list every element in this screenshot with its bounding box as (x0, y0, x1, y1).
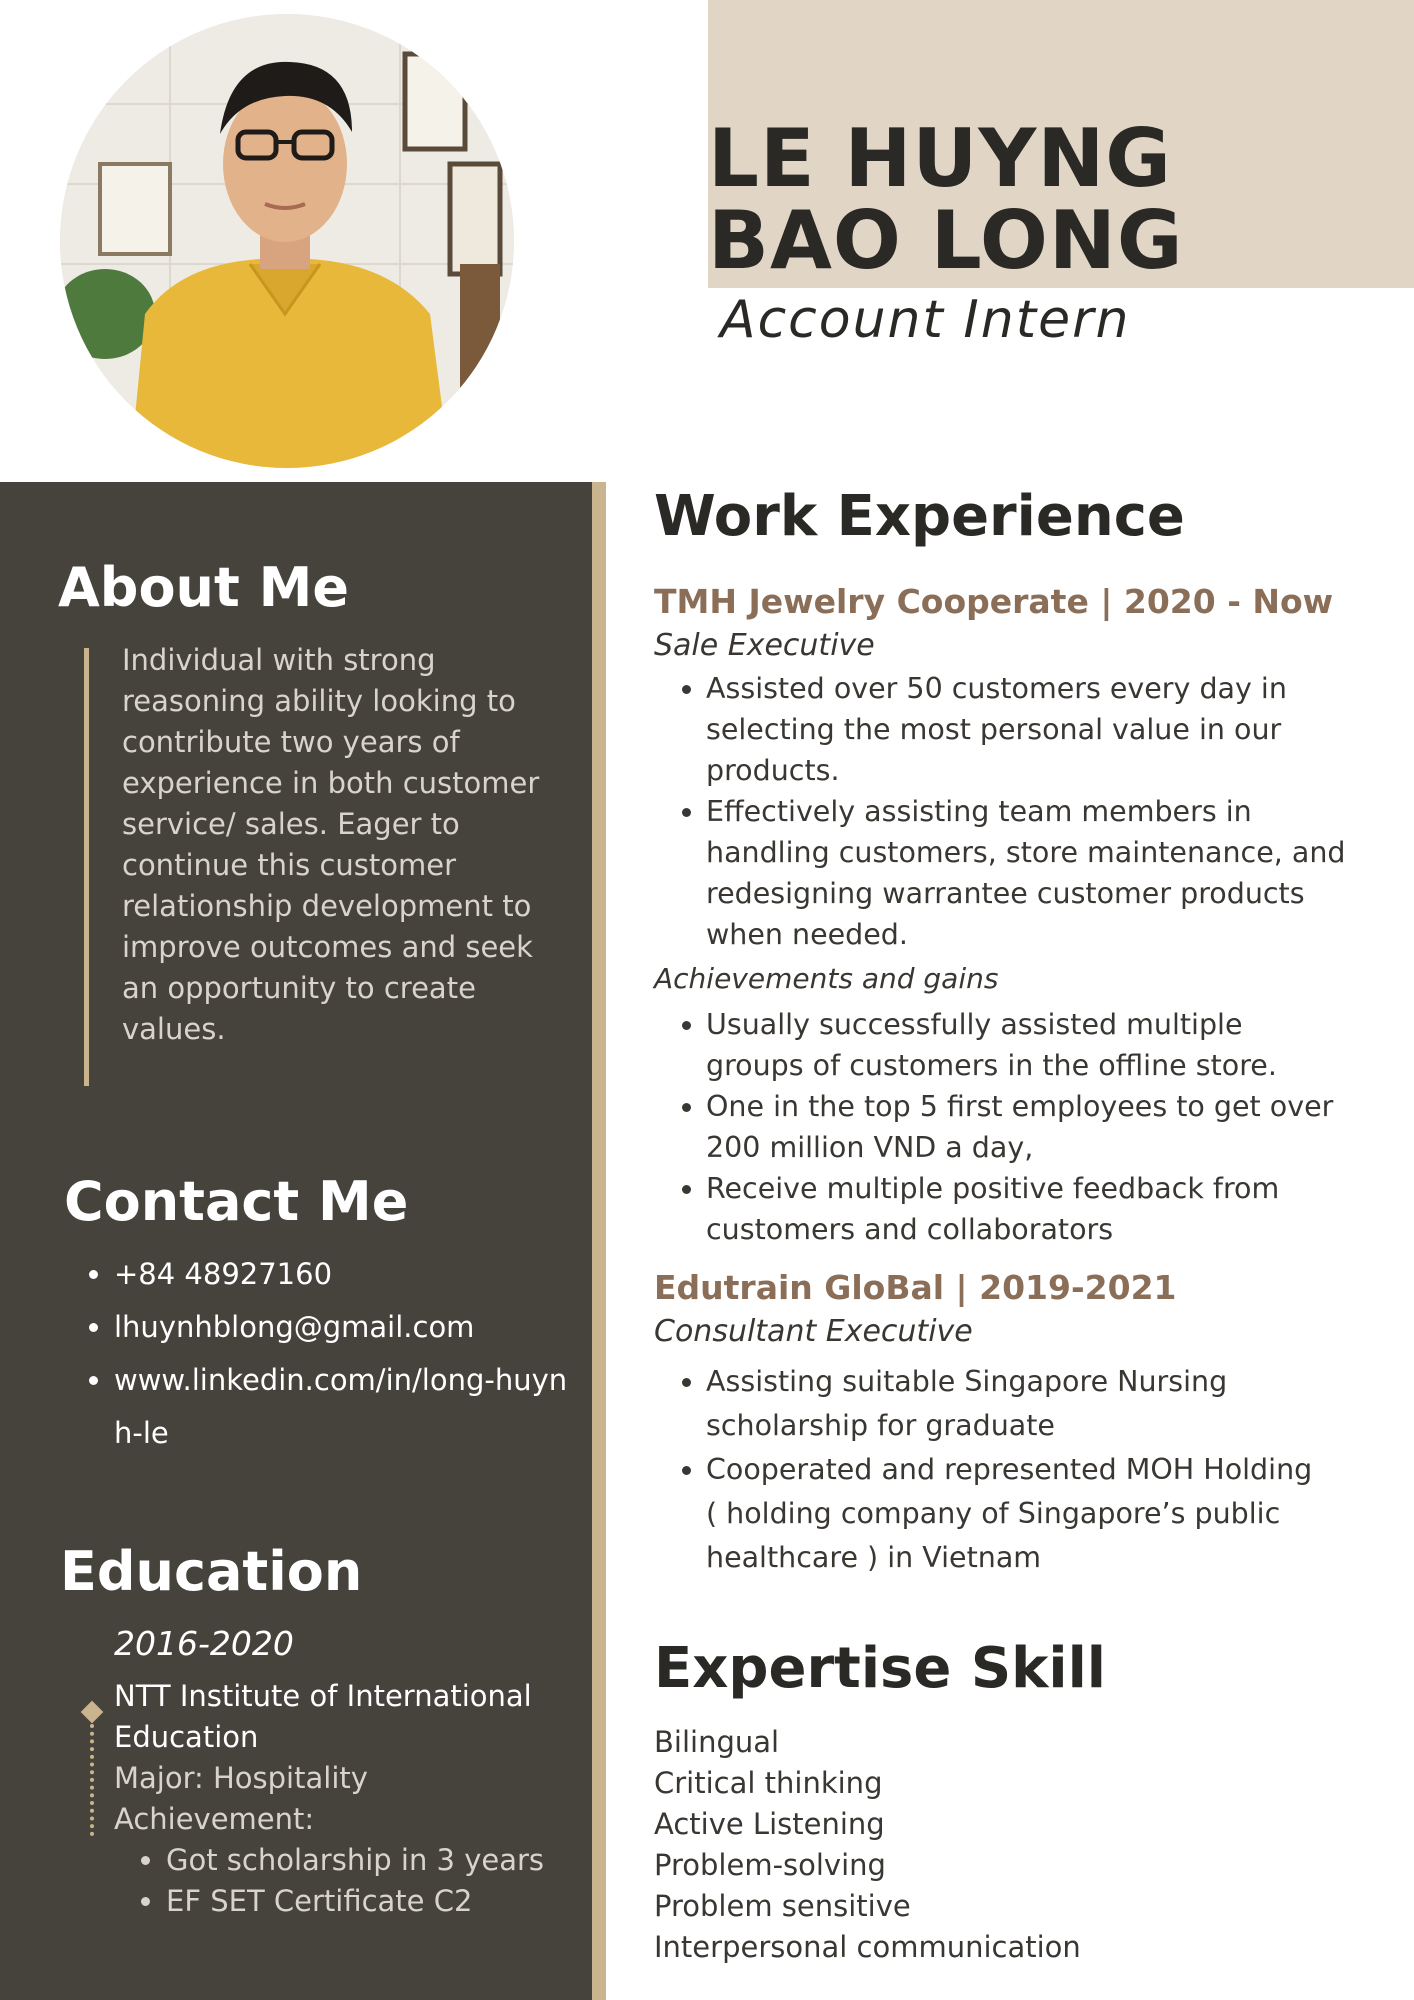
job-achievements-tmh (676, 1004, 1346, 1250)
job-title: Account Intern (720, 290, 1131, 350)
contact-linkedin[interactable]: • www.linkedin.com/in/long-huynh-le (114, 1354, 584, 1460)
job-achievements-label: Achievements and gains (654, 962, 999, 995)
skills-list (654, 1722, 1081, 1968)
skill-item: Problem-solving (654, 1848, 886, 1882)
about-heading: About Me (58, 556, 349, 619)
education-achievement-label: Achievement: (114, 1802, 315, 1836)
skill-item: Active Listening (654, 1807, 885, 1841)
name-line-2: BAO LONG (708, 194, 1184, 287)
job-role-tmh: Sale Executive (654, 628, 875, 663)
contact-email[interactable]: • lhuynhblong@gmail.com (114, 1301, 584, 1354)
job-duty-item: • Assisting suitable Singapore Nursing scholarship for graduate (706, 1360, 1316, 1448)
job-duty-item: • Cooperated and represented MOH Holding ( holding company of Singapore’s public healthcare ) in Vietnam (706, 1448, 1316, 1580)
timeline-dotted-line (90, 1724, 94, 1836)
skill-item: Interpersonal communication (654, 1930, 1081, 1964)
job-achievement-item: • Usually successfully assisted multiple groups of customers in the offline store. (706, 1004, 1346, 1086)
skill-item: Bilingual (654, 1725, 780, 1759)
skill-item: Critical thinking (654, 1766, 883, 1800)
education-heading: Education (60, 1540, 363, 1603)
education-achievement-item: • EF SET Certificate C2 (166, 1881, 544, 1922)
education-period: 2016-2020 (114, 1624, 294, 1663)
contact-phone[interactable]: • +84 48927160 (114, 1248, 584, 1301)
job-achievement-item: • One in the top 5 first employees to get over 200 million VND a day, (706, 1086, 1346, 1168)
contact-heading: Contact Me (64, 1170, 409, 1233)
about-text: Individual with strong reasoning ability looking to contribute two years of experience in both customer service/ sales. Eager to continue this customer relationship development to improve outcomes and seek an opportunity to create values. (122, 643, 540, 1046)
job-duty-item: • Effectively assisting team members in handling customers, store maintenance, and redesigning warrantee customer products when needed. (706, 791, 1346, 955)
education-achievements (136, 1840, 544, 1922)
job-achievement-item: • Receive multiple positive feedback from customers and collaborators (706, 1168, 1346, 1250)
profile-photo (60, 14, 514, 468)
contact-list (84, 1248, 584, 1460)
education-achievement-item: • Got scholarship in 3 years (166, 1840, 544, 1881)
job-duties-edutrain (676, 1360, 1316, 1580)
skill-item: Problem sensitive (654, 1889, 911, 1923)
job-role-edutrain: Consultant Executive (654, 1314, 973, 1349)
education-major: Major: Hospitality (114, 1761, 368, 1795)
job-header-tmh: TMH Jewelry Cooperate | 2020 - Now (654, 582, 1334, 621)
work-experience-heading: Work Experience (654, 484, 1185, 549)
expertise-skill-heading: Expertise Skill (654, 1636, 1106, 1701)
about-accent-rule (84, 648, 89, 1086)
name-line-1: LE HUYNG (708, 112, 1172, 205)
job-duty-item: • Assisted over 50 customers every day in selecting the most personal value in our products. (706, 668, 1346, 791)
portrait-illustration (60, 14, 514, 468)
education-school: NTT Institute of International Education (114, 1679, 532, 1754)
candidate-name (708, 112, 1184, 287)
job-header-edutrain: Edutrain GloBal | 2019-2021 (654, 1268, 1177, 1307)
job-duties-tmh (676, 668, 1346, 955)
sidebar-accent-bar (592, 482, 606, 2000)
